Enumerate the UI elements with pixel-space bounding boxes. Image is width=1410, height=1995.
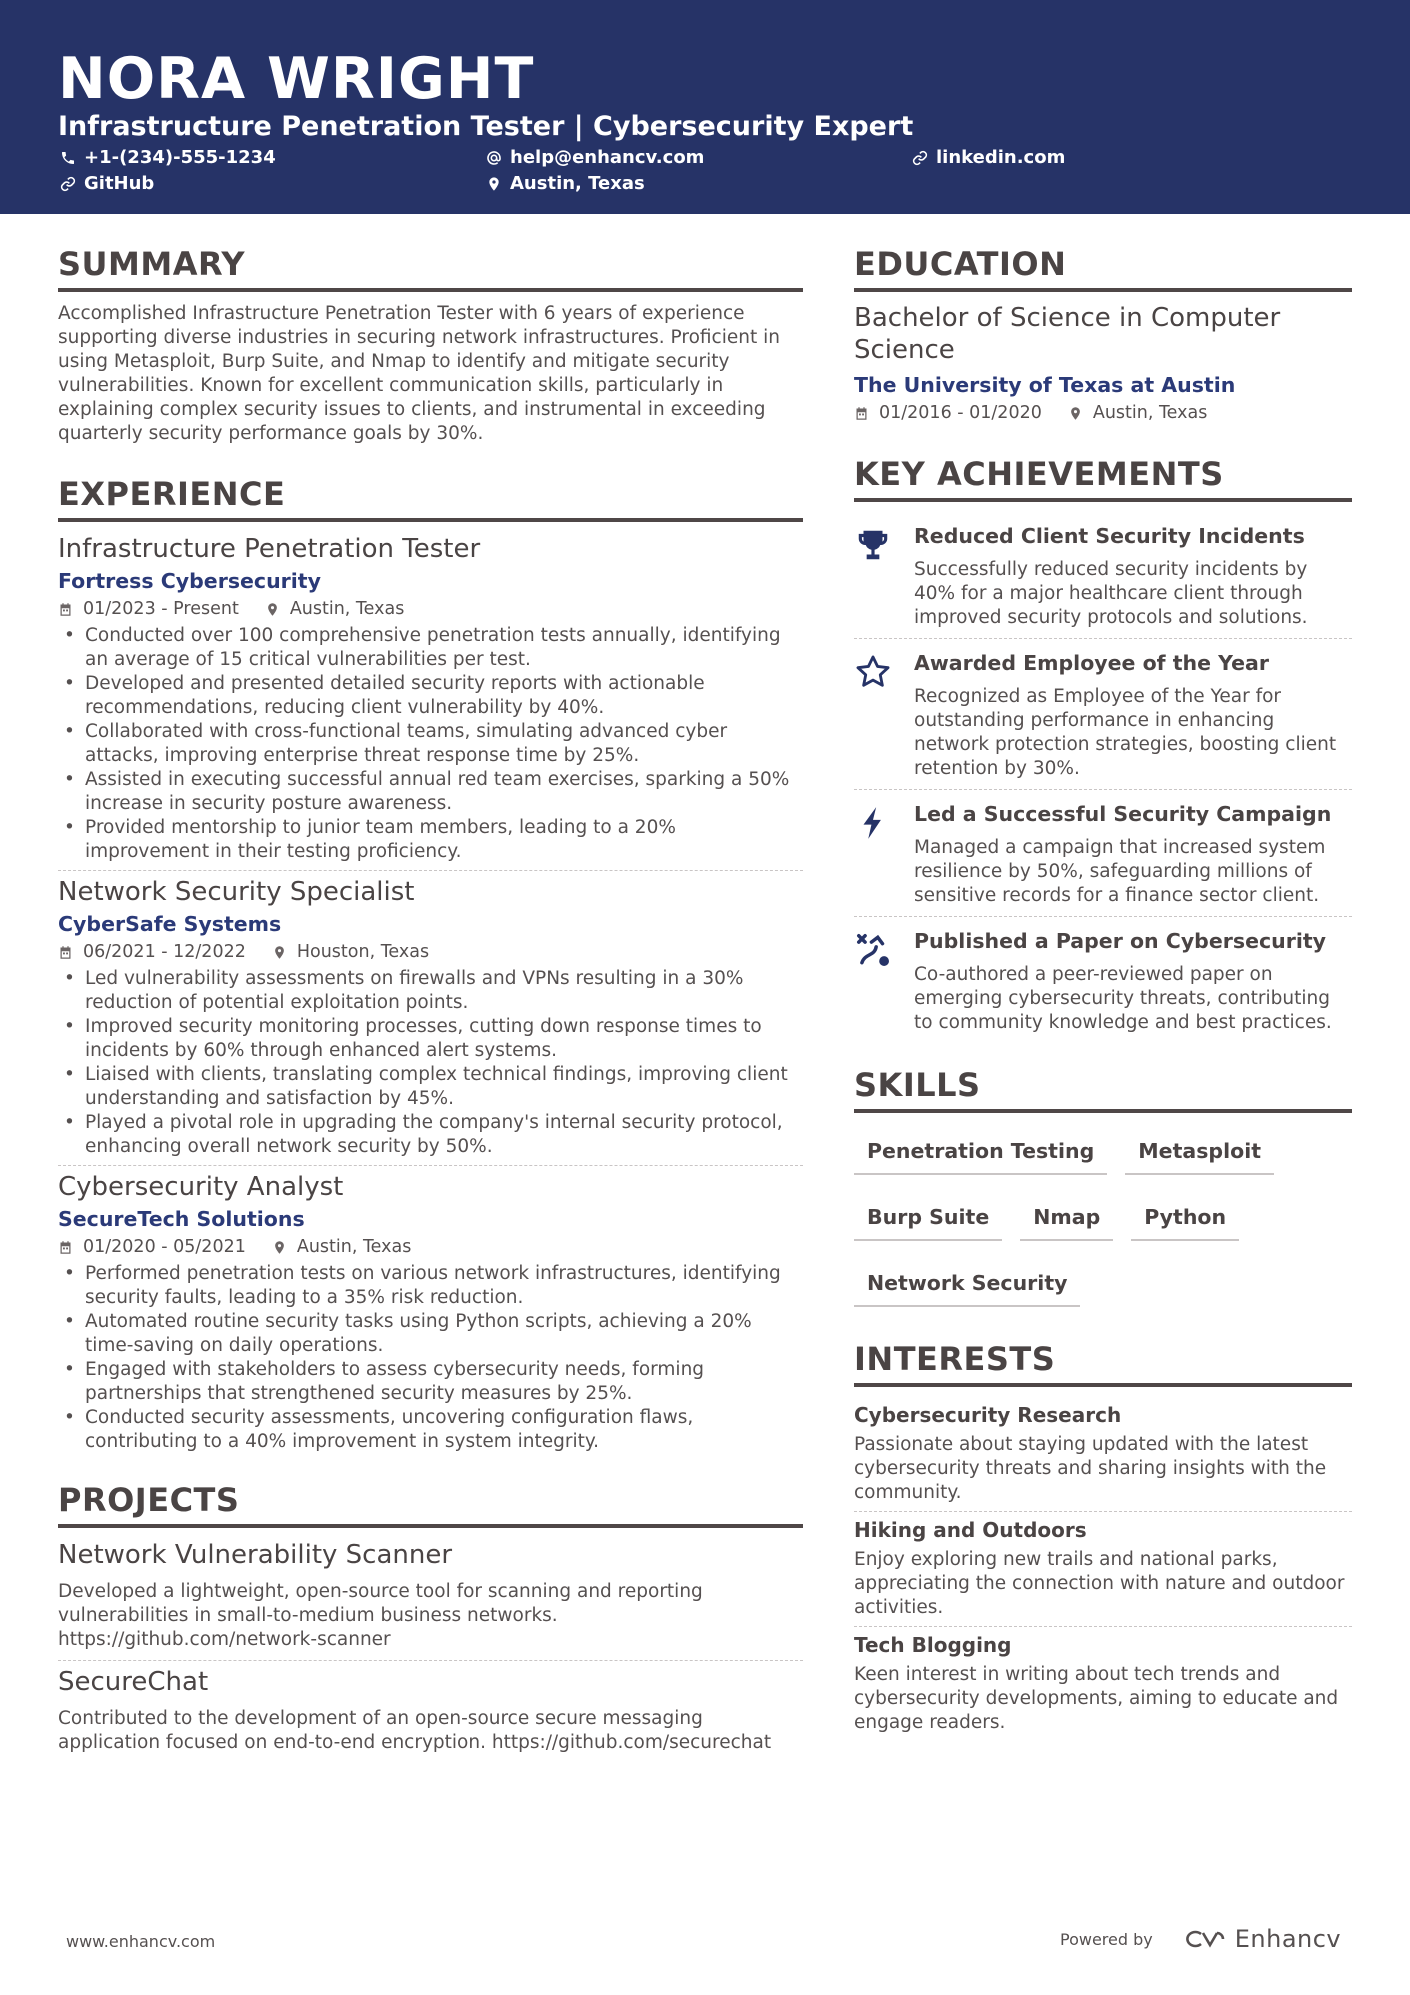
job-dates — [58, 939, 246, 965]
job-bullets — [58, 1262, 803, 1454]
education-location — [1068, 400, 1208, 426]
skill-tag: Network Security — [854, 1269, 1080, 1307]
link-icon — [912, 150, 928, 166]
education-meta — [854, 400, 1352, 426]
education-heading: EDUCATION — [854, 244, 1352, 292]
achievement-icon-wrap — [854, 800, 914, 908]
lightning-icon — [854, 804, 892, 842]
job-dates-text: 01/2020 - 05/2021 — [83, 1237, 246, 1257]
interest-title: Tech Blogging — [854, 1633, 1012, 1657]
achievement-icon-wrap — [854, 649, 914, 781]
job-dates — [58, 596, 239, 622]
job-location — [265, 596, 405, 622]
skill-tag: Metasploit — [1125, 1137, 1274, 1175]
projects-section — [58, 1480, 803, 1755]
at-icon — [486, 150, 502, 166]
experience-entry — [58, 532, 803, 864]
job-location-text: Houston, Texas — [296, 942, 430, 962]
achievement-item — [854, 512, 1352, 638]
job-bullet: • Provided mentorship to junior team members, leading to a 20% improvement in their testing proficiency. — [58, 816, 803, 864]
summary-section — [58, 244, 803, 446]
interest-text: Keen interest in writing about tech trends and cybersecurity developments, aiming to educate and engage readers. — [854, 1664, 1339, 1733]
achievement-title: Reduced Client Security Incidents — [914, 524, 1305, 548]
job-title: Cybersecurity Analyst — [58, 1172, 344, 1202]
strategy-icon — [854, 931, 892, 969]
skill-tag: Penetration Testing — [854, 1137, 1107, 1175]
company-name: Fortress Cybersecurity — [58, 569, 321, 593]
experience-heading: EXPERIENCE — [58, 474, 803, 522]
experience-section — [58, 474, 803, 1454]
job-meta — [58, 596, 803, 622]
calendar-icon — [58, 1240, 73, 1255]
contact-github[interactable] — [60, 172, 154, 196]
experience-entry — [58, 1165, 803, 1454]
contact-linkedin[interactable] — [912, 146, 1065, 170]
achievement-title: Published a Paper on Cybersecurity — [914, 929, 1327, 953]
calendar-icon — [58, 602, 73, 617]
interest-text: Enjoy exploring new trails and national parks, appreciating the connection with nature and outdoor activities. — [854, 1549, 1345, 1618]
job-meta — [58, 939, 803, 965]
location-pin-icon — [1068, 406, 1083, 421]
achievement-item — [854, 916, 1352, 1043]
interest-item — [854, 1626, 1352, 1741]
job-dates — [58, 1234, 246, 1260]
job-bullet: • Engaged with stakeholders to assess cybersecurity needs, forming partnerships that strengthened security measures by 25%. — [58, 1358, 803, 1406]
enhancv-logo-icon — [1181, 1927, 1227, 1951]
achievement-text: Successfully reduced security incidents by 40% for a major healthcare client through improved security protocols and solutions. — [914, 559, 1308, 628]
job-bullet: • Developed and presented detailed security reports with actionable recommendations, reducing client vulnerability by 40%. — [58, 672, 803, 720]
interest-title: Hiking and Outdoors — [854, 1518, 1087, 1542]
job-bullet: • Liaised with clients, translating complex technical findings, improving client understanding and satisfaction by 45%. — [58, 1063, 803, 1111]
skill-tag: Burp Suite — [854, 1203, 1002, 1241]
project-title: SecureChat — [58, 1667, 209, 1697]
job-bullet: • Played a pivotal role in upgrading the company's internal security protocol, enhancing overall network security by 50%. — [58, 1111, 803, 1159]
education-section — [854, 244, 1352, 426]
footer-branding — [1060, 1925, 1341, 1953]
contact-email[interactable] — [486, 146, 704, 170]
calendar-icon — [854, 406, 869, 421]
summary-heading: SUMMARY — [58, 244, 803, 292]
footer-website[interactable]: www.enhancv.com — [66, 1932, 216, 1951]
degree: Bachelor of Science in Computer Science — [854, 303, 1281, 365]
job-location-text: Austin, Texas — [289, 599, 405, 619]
phone-icon — [60, 150, 76, 166]
job-bullet: • Automated routine security tasks using Python scripts, achieving a 20% time-saving on daily operations. — [58, 1310, 803, 1358]
job-meta — [58, 1234, 803, 1260]
job-bullets — [58, 967, 803, 1159]
skill-tag: Python — [1131, 1203, 1239, 1241]
education-dates — [854, 400, 1042, 426]
job-location-text: Austin, Texas — [296, 1237, 412, 1257]
location-text: Austin, Texas — [510, 173, 645, 194]
project-description: Developed a lightweight, open-source tool for scanning and reporting vulnerabilities in small-to-medium business networks. https://github.com/network-scanner — [58, 1581, 703, 1650]
location-pin-icon — [272, 1240, 287, 1255]
job-bullet: • Conducted over 100 comprehensive penetration tests annually, identifying an average of 15 critical vulnerabilities per test. — [58, 624, 803, 672]
company-name: SecureTech Solutions — [58, 1207, 305, 1231]
location-pin-icon — [272, 945, 287, 960]
link-icon — [60, 176, 76, 192]
interest-item — [854, 1511, 1352, 1626]
experience-entry — [58, 870, 803, 1159]
project-entry — [58, 1660, 803, 1755]
contact-phone — [60, 146, 276, 170]
job-dates-text: 01/2023 - Present — [83, 599, 239, 619]
school: The University of Texas at Austin — [854, 373, 1236, 397]
skills-list — [854, 1123, 1352, 1335]
email-text[interactable]: help@enhancv.com — [510, 147, 705, 168]
interest-title: Cybersecurity Research — [854, 1403, 1122, 1427]
powered-by-text: Powered by — [1060, 1929, 1153, 1949]
projects-list — [58, 1538, 803, 1755]
project-title: Network Vulnerability Scanner — [58, 1540, 453, 1570]
job-bullets — [58, 624, 803, 864]
interests-list — [854, 1397, 1352, 1741]
education-location-text: Austin, Texas — [1092, 403, 1208, 423]
right-column — [854, 244, 1352, 1741]
achievement-text: Co-authored a peer-reviewed paper on emerging cybersecurity threats, contributing to community knowledge and best practices. — [914, 964, 1332, 1033]
resume-header — [0, 0, 1410, 214]
skill-tag: Nmap — [1020, 1203, 1113, 1241]
achievements-list — [854, 512, 1352, 1043]
interest-item — [854, 1397, 1352, 1511]
achievements-heading: KEY ACHIEVEMENTS — [854, 454, 1352, 502]
interests-heading: INTERESTS — [854, 1339, 1352, 1387]
job-title: Infrastructure Penetration Tester — [58, 534, 481, 564]
skills-section — [854, 1065, 1352, 1335]
project-description: Contributed to the development of an open-source secure messaging application focused on end-to-end encryption. https://github.com/securechat — [58, 1708, 772, 1753]
achievement-item — [854, 638, 1352, 789]
brand-name: Enhancv — [1234, 1925, 1342, 1953]
company-name: CyberSafe Systems — [58, 912, 282, 936]
trophy-icon — [854, 526, 892, 564]
achievements-section — [854, 454, 1352, 1043]
interests-section — [854, 1339, 1352, 1741]
achievement-icon-wrap — [854, 927, 914, 1035]
achievement-title: Awarded Employee of the Year — [914, 651, 1269, 675]
candidate-name: NORA WRIGHT — [58, 46, 535, 112]
achievement-title: Led a Successful Security Campaign — [914, 802, 1332, 826]
job-bullet: • Performed penetration tests on various network infrastructures, identifying security faults, leading to a 35% risk reduction. — [58, 1262, 803, 1310]
phone-text: +1-(234)-555-1234 — [84, 147, 276, 168]
job-location — [272, 1234, 412, 1260]
job-bullet: • Assisted in executing successful annual red team exercises, sparking a 50% increase in security posture awareness. — [58, 768, 803, 816]
candidate-tagline: Infrastructure Penetration Tester | Cybersecurity Expert — [58, 111, 914, 142]
achievement-item — [854, 789, 1352, 916]
job-dates-text: 06/2021 - 12/2022 — [83, 942, 246, 962]
job-title: Network Security Specialist — [58, 877, 415, 907]
summary-text: Accomplished Infrastructure Penetration Tester with 6 years of experience supporting diverse industries in securing network infrastructures. Proficient in using Metasploit, Burp Suite, and Nmap to identify and mitigate security vulnerabilities. Known for excellent communication skills, particularly in explaining complex security issues to clients, and instrumental in exceeding quarterly security performance goals by 30%. — [58, 303, 780, 444]
interest-text: Passionate about staying updated with the latest cybersecurity threats and sharing insights with the community. — [854, 1434, 1327, 1503]
job-bullet: • Improved security monitoring processes, cutting down response times to incidents by 60% through enhanced alert systems. — [58, 1015, 803, 1063]
education-dates-text: 01/2016 - 01/2020 — [879, 403, 1042, 423]
github-text[interactable]: GitHub — [84, 173, 155, 194]
skills-heading: SKILLS — [854, 1065, 1352, 1113]
left-column — [58, 244, 803, 1755]
project-entry — [58, 1538, 803, 1652]
contact-location — [486, 172, 645, 196]
linkedin-text[interactable]: linkedin.com — [936, 147, 1066, 168]
achievement-text: Recognized as Employee of the Year for outstanding performance in enhancing network protection strategies, boosting client retention by 30%. — [914, 686, 1337, 779]
job-location — [272, 939, 429, 965]
job-bullet: • Conducted security assessments, uncovering configuration flaws, contributing to a 40% improvement in system integrity. — [58, 1406, 803, 1454]
projects-heading: PROJECTS — [58, 1480, 803, 1528]
experience-list — [58, 532, 803, 1454]
achievement-text: Managed a campaign that increased system resilience by 50%, safeguarding millions of sensitive records for a finance sector client. — [914, 837, 1326, 906]
location-pin-icon — [486, 176, 502, 192]
star-icon — [854, 653, 892, 691]
job-bullet: • Led vulnerability assessments on firewalls and VPNs resulting in a 30% reduction of potential exploitation points. — [58, 967, 803, 1015]
location-pin-icon — [265, 602, 280, 617]
achievement-icon-wrap — [854, 522, 914, 630]
calendar-icon — [58, 945, 73, 960]
job-bullet: • Collaborated with cross-functional teams, simulating advanced cyber attacks, improving enterprise threat response time by 25%. — [58, 720, 803, 768]
